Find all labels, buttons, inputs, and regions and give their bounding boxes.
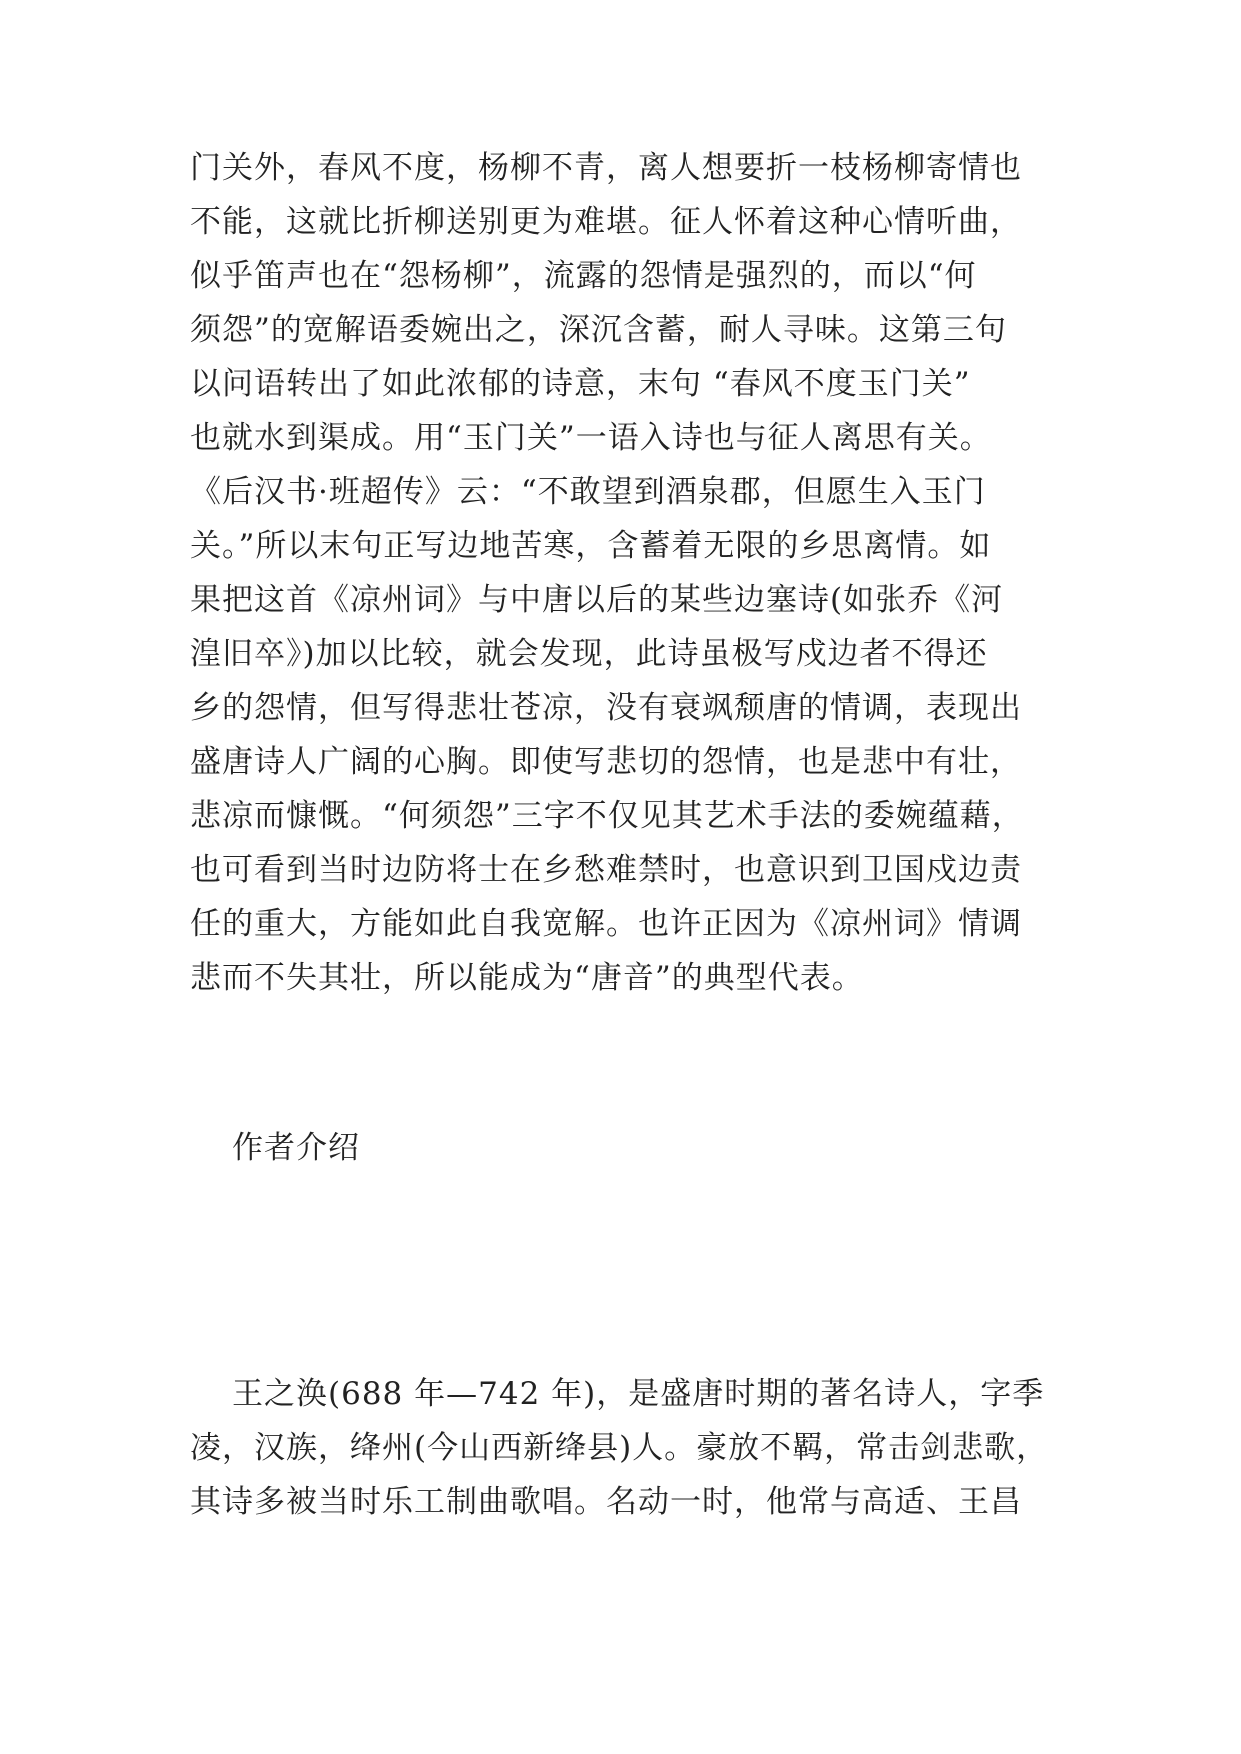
- section-heading: 作者介绍: [232, 1130, 360, 1166]
- paragraph-line: 也可看到当时边防将士在乡愁难禁时，也意识到卫国戍边责: [190, 852, 1022, 888]
- paragraph-line: 不能，这就比折柳送别更为难堪。征人怀着这种心情听曲，: [190, 204, 1022, 240]
- paragraph-line: 似乎笛声也在“怨杨柳”，流露的怨情是强烈的，而以“何: [190, 258, 977, 294]
- paragraph-line: 果把这首《凉州词》与中唐以后的某些边塞诗(如张乔《河: [190, 582, 1004, 618]
- paragraph-line: 盛唐诗人广阔的心胸。即使写悲切的怨情，也是悲中有壮，: [190, 744, 1022, 780]
- paragraph-line: 凌，汉族，绛州(今山西新绛县)人。豪放不羁，常击剑悲歌，: [190, 1430, 1049, 1466]
- paragraph-line: 其诗多被当时乐工制曲歌唱。名动一时，他常与高适、王昌: [190, 1484, 1022, 1520]
- paragraph-line: 任的重大，方能如此自我宽解。也许正因为《凉州词》情调: [190, 906, 1022, 942]
- paragraph-line: 悲而不失其壮，所以能成为“唐音”的典型代表。: [190, 960, 864, 996]
- paragraph-line: 湟旧卒》)加以比较，就会发现，此诗虽极写戍边者不得还: [190, 636, 988, 672]
- paragraph-line: 须怨”的宽解语委婉出之，深沉含蓄，耐人寻味。这第三句: [190, 312, 1007, 348]
- paragraph-line: 以问语转出了如此浓郁的诗意，末句 “春风不度玉门关”: [190, 366, 971, 402]
- paragraph-line: 关。”所以末句正写边地苦寒，含蓄着无限的乡思离情。如: [190, 528, 992, 564]
- paragraph-line: 乡的怨情，但写得悲壮苍凉，没有衰飒颓唐的情调，表现出: [190, 690, 1022, 726]
- paragraph-line: 也就水到渠成。用“玉门关”一语入诗也与征人离思有关。: [190, 420, 992, 456]
- paragraph-line: 悲凉而慷慨。“何须怨”三字不仅见其艺术手法的委婉蕴藉，: [190, 798, 1024, 834]
- paragraph-line: 《后汉书·班超传》云：“不敢望到酒泉郡，但愿生入玉门: [190, 474, 986, 510]
- paragraph-line: 王之涣(688 年—742 年)，是盛唐时期的著名诗人，字季: [232, 1376, 1045, 1412]
- paragraph-line: 门关外，春风不度，杨柳不青，离人想要折一枝杨柳寄情也: [190, 150, 1022, 186]
